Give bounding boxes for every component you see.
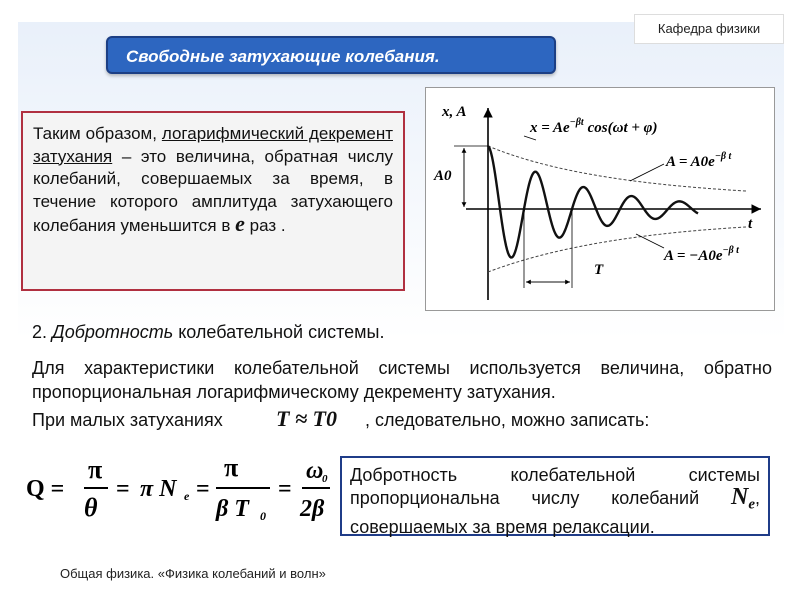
q-factor-statement-box [340, 456, 770, 536]
eq-a-positive: $A = A0e^{-\beta t}$ [666, 151, 732, 170]
ne-symbol: N [730, 484, 749, 510]
q-factor-heading: 2. Добротность колебательной системы. [32, 322, 385, 342]
svg-text:2β: 2β [300, 496, 325, 522]
svg-text:ω: ω [306, 458, 324, 484]
consequently-text: , следовательно, можно записать: [365, 410, 650, 430]
ne-subscript: e [748, 496, 755, 513]
euler-e: e [235, 211, 245, 236]
svg-text:=: = [196, 476, 210, 502]
svg-text:=: = [278, 476, 292, 502]
eq-aneg-pointer [636, 234, 664, 248]
svg-text:e: e [184, 489, 190, 503]
q-statement-text: Добротность колебательной системы пропорциональна числу колебаний [350, 465, 760, 508]
x-axis-label: t [748, 216, 753, 232]
department-label: Кафедра физики [634, 14, 784, 44]
eq-x: $x = Ae^{-\beta t}$ cos(ωt + φ) [530, 117, 658, 136]
svg-text:π: π [224, 453, 239, 482]
svg-text:θ: θ [84, 493, 98, 522]
svg-text:=: = [116, 476, 130, 502]
y-axis-label: x, A [442, 104, 467, 120]
slide-title: Свободные затухающие колебания. [106, 36, 556, 74]
eq-x-pointer [524, 136, 536, 140]
definition-text-3: раз . [244, 216, 286, 235]
definition-text-2: – это величина, обратная числу колебаний, совершаемых за время, в течение которого амплитуда затухающего колебания уменьшится в [33, 146, 393, 235]
svg-text:0: 0 [322, 473, 328, 485]
period-approx-formula: T ≈ T0 [276, 406, 337, 431]
svg-text:0: 0 [260, 509, 266, 523]
eq-apos-pointer [630, 164, 664, 181]
eq-a-negative: $A = -A0e^{-\beta t}$ [664, 245, 739, 264]
q-statement-text-2: , совершаемых за время релаксации. [350, 488, 760, 537]
svg-text:Q =: Q = [26, 476, 65, 502]
definition-box [21, 111, 405, 291]
q-factor-description: Для характеристики колебательной системы используется величина, обратно пропорциональная логарифмическому декременту затухания. [32, 358, 772, 402]
svg-text:π: π [88, 455, 103, 484]
footer: Общая физика. «Физика колебаний и волн» [60, 566, 326, 581]
definition-text-1: Таким образом, [33, 124, 162, 143]
damped-oscillation-plot [425, 87, 775, 311]
svg-text:β T: β T [216, 496, 249, 522]
svg-text:π N: π N [140, 476, 177, 502]
q-factor-formula [20, 450, 330, 530]
small-damping-text: При малых затуханиях [32, 410, 223, 430]
definition-term: логарифмический декремент затухания [33, 124, 393, 166]
a0-label: A0 [434, 168, 452, 184]
plot-svg [426, 88, 776, 312]
period-label: T [594, 262, 604, 278]
